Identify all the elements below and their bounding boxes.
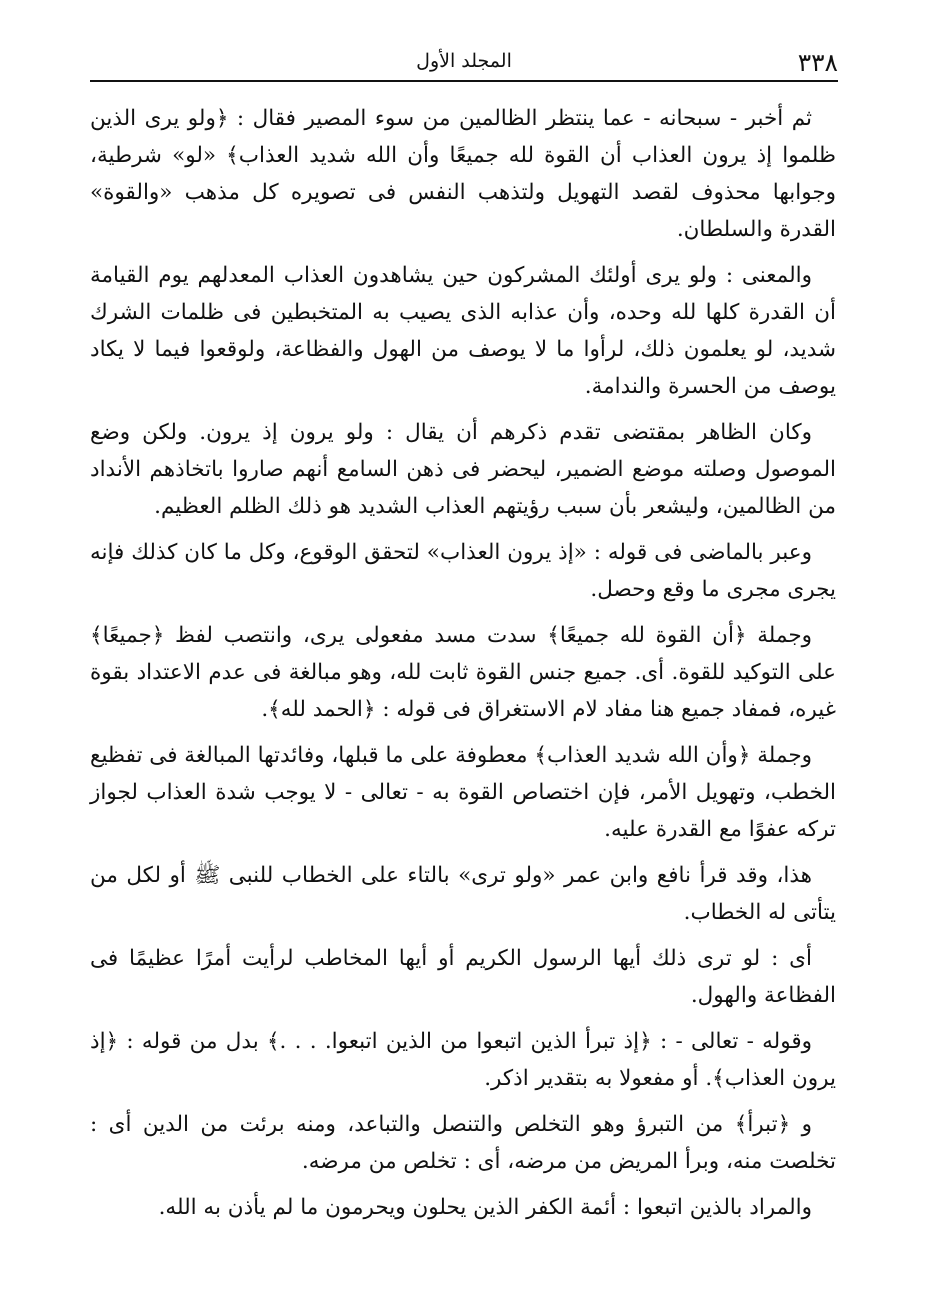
- paragraph-7: هذا، وقد قرأ نافع وابن عمر «ولو ترى» بالتاء على الخطاب للنبى ﷺ أو لكل من يتأتى له الخطاب.: [90, 863, 836, 925]
- paragraph-10: و ﴿تبرأ﴾ من التبرؤ وهو التخلص والتنصل والتباعد، ومنه برئت من الدين أى : تخلصت منه، وبرأ المريض من مرضه، أى : تخلص من مرضه.: [90, 1112, 836, 1174]
- paragraph-4: وعبر بالماضى فى قوله : «إذ يرون العذاب» لتحقق الوقوع، وكل ما كان كذلك فإنه يجرى مجرى ما وقع وحصل.: [90, 540, 836, 602]
- paragraph-1: ثم أخبر - سبحانه - عما ينتظر الظالمين من سوء المصير فقال : ﴿ولو يرى الذين ظلموا إذ يرون العذاب أن القوة لله جميعًا وأن الله شديد العذاب﴾ «لو» شرطية، وجوابها محذوف لقصد التهويل ولتذهب النفس فى تصويره كل مذهب «والقوة» القدرة والسلطان.: [90, 106, 836, 242]
- paragraph-9: وقوله - تعالى - : ﴿إذ تبرأ الذين اتبعوا من الذين اتبعوا. . . .﴾ بدل من قوله : ﴿إذ يرون العذاب﴾. أو مفعولا به بتقدير اذكر.: [90, 1029, 836, 1091]
- paragraph-8: أى : لو ترى ذلك أيها الرسول الكريم أو أيها المخاطب لرأيت أمرًا عظيمًا فى الفظاعة والهول.: [90, 946, 836, 1008]
- paragraph-6: وجملة ﴿وأن الله شديد العذاب﴾ معطوفة على ما قبلها، وفائدتها المبالغة فى تفظيع الخطب، وتهويل الأمر، فإن اختصاص القوة به - تعالى - لا يوجب شدة العذاب لجواز تركه عفوًا مع القدرة عليه.: [90, 743, 836, 842]
- paragraph-2: والمعنى : ولو يرى أولئك المشركون حين يشاهدون العذاب المعدلهم يوم القيامة أن القدرة كلها لله وحده، وأن عذابه الذى يصيب به المتخبطين فى ظلمات الشرك شديد، لو يعلمون ذلك، لرأوا ما لا يوصف من الهول والفظاعة، ولوقعوا فيما لا يكاد يوصف من الحسرة والندامة.: [90, 263, 836, 399]
- page-body: [90, 100, 836, 1235]
- paragraph-3: وكان الظاهر بمقتضى تقدم ذكرهم أن يقال : ولو يرون إذ يرون. ولكن وضع الموصول وصلته موضع الضمير، ليحضر فى ذهن السامع أنهم صاروا باتخاذهم الأنداد من الظالمين، وليشعر بأن سبب رؤيتهم العذاب الشديد هو ذلك الظلم العظيم.: [90, 420, 836, 519]
- page-number: ٣٣٨: [797, 48, 838, 77]
- running-title: المجلد الأول: [416, 50, 512, 72]
- paragraph-5: وجملة ﴿أن القوة لله جميعًا﴾ سدت مسد مفعولى يرى، وانتصب لفظ ﴿جميعًا﴾ على التوكيد للقوة. أى. جميع جنس القوة ثابت لله، وهو مبالغة فى عدم الاعتداد بقوة غيره، فمفاد جميع هنا مفاد لام الاستغراق فى قوله : ﴿الحمد لله﴾.: [90, 623, 836, 722]
- page-header: [90, 40, 838, 82]
- paragraph-11: والمراد بالذين اتبعوا : أئمة الكفر الذين يحلون ويحرمون ما لم يأذن به الله.: [158, 1195, 812, 1220]
